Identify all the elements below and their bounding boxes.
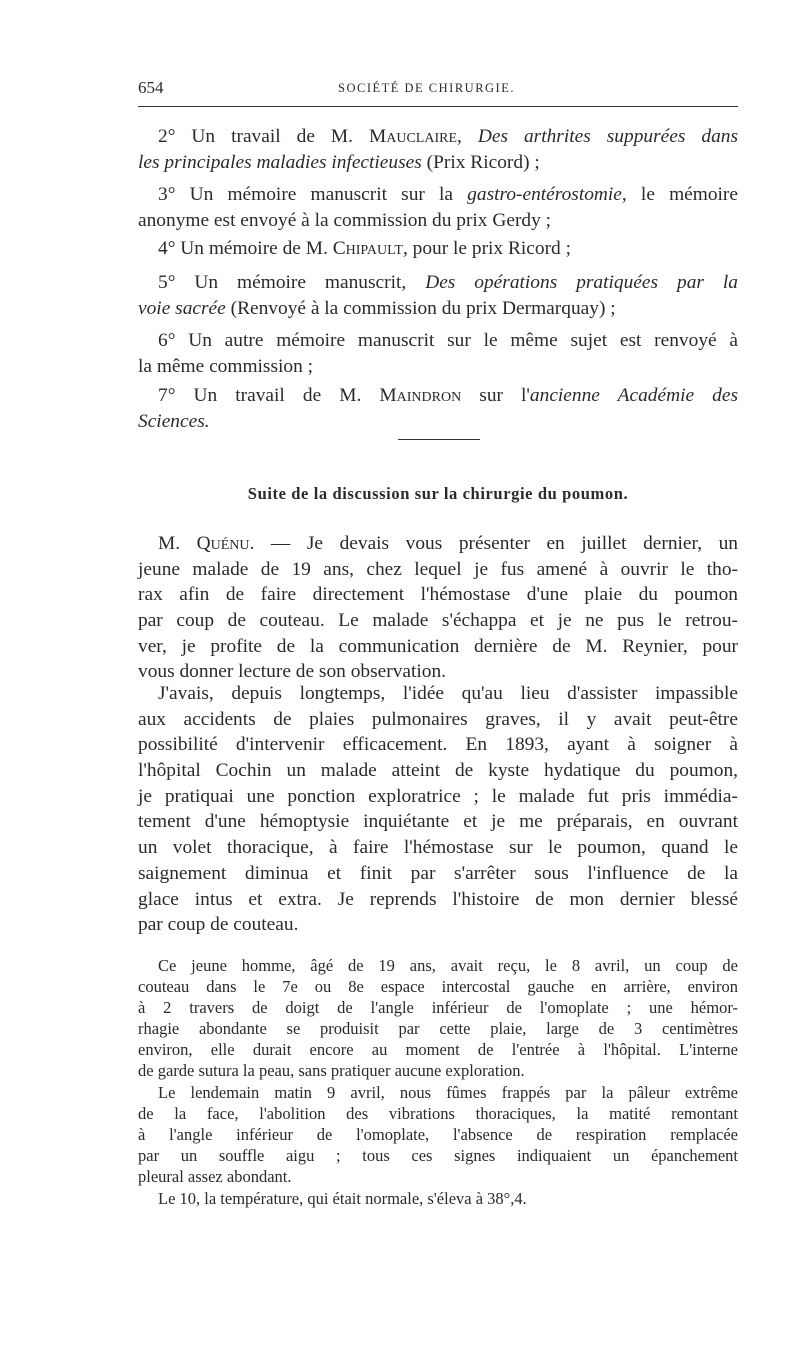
text-line: 4° Un mémoire de M. Chipault, pour le prix Ricord ; [158,238,571,259]
text-line: les principales maladies infectieuses (Prix Ricord) ; [138,151,540,173]
text-line: J'avais, depuis longtemps, l'idée qu'au lieu d'assister impassible [158,683,738,704]
text-line: la même commission ; [138,355,314,377]
text-line: rax afin de faire directement l'hémostase d'une plaie du poumon [138,584,738,606]
running-head: SOCIÉTÉ DE CHIRURGIE. [338,81,515,95]
text-line: M. Quénu. — Je devais vous présenter en juillet dernier, un [158,533,738,554]
text-line [138,409,738,435]
work-title: Sciences. [138,410,210,432]
speech-paragraph-2 [138,681,738,938]
page-header [138,78,738,100]
observation-paragraph-2 [138,1082,738,1187]
author-name: Maindron [379,385,462,406]
text-line: par coup de couteau. Le malade s'échappa et je ne pus le retrou- [138,610,738,632]
work-title: Des opérations pratiquées par la [425,272,738,293]
text-line: aux accidents de plaies pulmonaires graves, il y avait peut-être [138,708,738,730]
text-line: de garde sutura la peau, sans pratiquer aucune exploration. [138,1061,525,1081]
text-line: tement d'une hémoptysie inquiétante et je me préparais, en ouvrant [138,811,738,833]
text-line: jeune malade de 19 ans, chez lequel je fus amené à ouvrir le tho- [138,558,738,580]
text-line: un volet thoracique, à faire l'hémostase sur le poumon, quand le [138,837,738,859]
list-item-5 [138,270,738,321]
text-line: je pratiquai une ponction exploratrice ; le malade fut pris immédia- [138,785,738,807]
text-line: pleural assez abondant. [138,1167,292,1187]
text-line: 6° Un autre mémoire manuscrit sur le même sujet est renvoyé à [158,330,738,351]
header-rule [138,106,738,107]
observation-paragraph-3 [138,1188,738,1209]
text-line: rhagie abondante se produisit par cette plaie, large de 3 centimètres [138,1019,738,1039]
list-item-2 [138,124,738,175]
author-name: Mauclaire [368,126,457,147]
list-item-6 [138,328,738,379]
text-line: anonyme est envoyé à la commission du prix Gerdy ; [138,209,552,231]
observation-paragraph-1 [138,955,738,1082]
text-line: Le lendemain matin 9 avril, nous fûmes frappés par la pâleur extrême [158,1083,738,1102]
section-title: Suite de la discussion sur la chirurgie du poumon. [247,484,629,503]
text-line: voie sacrée (Renvoyé à la commission du prix Dermarquay) ; [138,297,616,319]
text-line: de la face, l'abolition des vibrations thoraciques, la matité remontant [138,1104,738,1124]
work-title: les principales maladies infectieuses [138,151,422,173]
text-line: l'hôpital Cochin un malade atteint de kyste hydatique du poumon, [138,760,738,782]
author-name: Chipault [332,238,403,259]
text-line: couteau dans le 7e ou 8e espace intercostal gauche en arrière, environ [138,977,738,997]
text-line: vous donner lecture de son observation. [138,661,447,683]
text-line: 7° Un travail de M. Maindron sur l'ancienne Académie des [158,385,738,406]
text-line: par un souffle aigu ; tous ces signes indiquaient un épanchement [138,1146,738,1166]
page-number: 654 [138,78,164,97]
list-item-7 [138,383,738,434]
text-line: ver, je profite de la communication dernière de M. Reynier, pour [138,635,738,657]
text-line: 5° Un mémoire manuscrit, Des opérations pratiquées par la [158,272,738,293]
text-line: saignement diminua et finit par s'arrêter sous l'influence de la [138,862,738,884]
list-item-4 [138,236,738,262]
work-title: voie sacrée [138,297,226,319]
text-line: glace intus et extra. Je reprends l'histoire de mon dernier blessé [138,888,738,910]
section-separator [398,439,480,440]
text-line: 2° Un travail de M. Mauclaire, Des arthrites suppurées dans [158,126,739,147]
text-line: à 2 travers de doigt de l'angle inférieur de l'omoplate ; une hémor- [138,998,738,1018]
text-line: par coup de couteau. [138,914,299,936]
text-line: Le 10, la température, qui était normale, s'éleva à 38°,4. [158,1189,527,1208]
text-line: environ, elle durait encore au moment de l'entrée à l'hôpital. L'interne [138,1040,738,1060]
work-title: Des arthrites suppurées dans [477,126,739,147]
text-line: à l'angle inférieur de l'omoplate, l'absence de respiration remplacée [138,1125,738,1145]
text-line: Ce jeune homme, âgé de 19 ans, avait reçu, le 8 avril, un coup de [158,956,738,975]
text-line: 3° Un mémoire manuscrit sur la gastro-entérostomie, le mémoire [158,184,738,205]
work-title: gastro-entérostomie [467,184,622,205]
speaker-name: Quénu [196,533,250,554]
work-title: ancienne Académie des [529,385,738,406]
list-item-3 [138,182,738,233]
speech-paragraph-1 [138,531,738,685]
text-line: possibilité d'intervenir efficacement. En 1893, ayant à soigner à [138,734,738,756]
